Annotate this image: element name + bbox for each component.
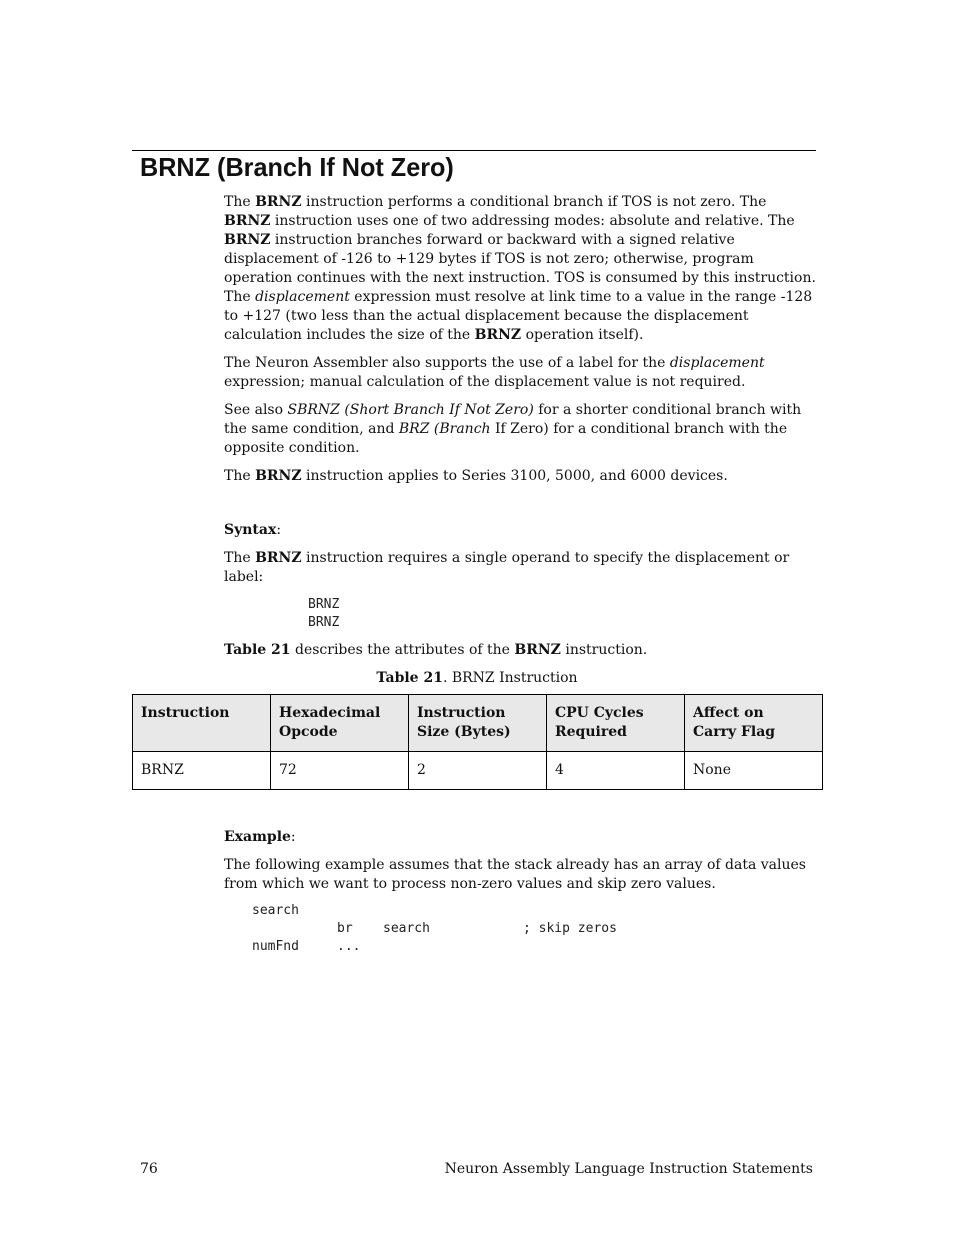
text-run: BRNZ (224, 232, 271, 248)
code-label-search: search (252, 903, 299, 918)
intro-paragraph-3 (224, 401, 816, 458)
example-colon: : (290, 829, 296, 845)
cell-instruction: BRNZ (133, 752, 271, 790)
example-label: Example (224, 829, 291, 845)
syntax-code-line: BRNZ (308, 597, 340, 612)
footer-section-title: Neuron Assembly Language Instruction Statements (444, 1161, 813, 1177)
text-run: The Neuron Assembler also supports the use of a label for the (224, 355, 670, 371)
text-run: BRZ (Branch (398, 421, 491, 437)
cell-carry-flag: None (685, 752, 823, 790)
intro-paragraph-4 (224, 467, 816, 486)
syntax-colon: : (276, 522, 282, 538)
code-op-br: br (337, 921, 353, 936)
text-run: instruction uses one of two addressing modes: absolute and relative. The (270, 213, 795, 229)
attributes-table (132, 694, 823, 790)
cell-size: 2 (409, 752, 547, 790)
text-run: BRNZ (255, 550, 302, 566)
text-run: displacement (255, 289, 350, 305)
text-run: BRNZ (255, 194, 302, 210)
text-run: instruction. (560, 642, 648, 658)
code-ellipsis: ... (337, 939, 361, 954)
text-run: instruction performs a conditional branch if TOS is not zero. The (301, 194, 767, 210)
table-reference-text (224, 641, 816, 660)
text-run: Table 21 (224, 642, 291, 658)
text-run: If Zero) for a conditional branch with the opposite condition. (224, 421, 788, 456)
cell-cycles: 4 (547, 752, 685, 790)
syntax-heading (224, 521, 816, 540)
text-run: BRNZ (474, 327, 522, 343)
intro-section (224, 193, 816, 486)
intro-paragraph-1 (224, 193, 816, 345)
example-section (224, 828, 816, 894)
syntax-label: Syntax (224, 522, 277, 538)
header-size: Instruction Size (Bytes) (409, 695, 547, 752)
text-run: BRNZ (255, 468, 302, 484)
header-carry-flag: Affect on Carry Flag (685, 695, 823, 752)
code-comment: ; skip zeros (523, 921, 617, 936)
text-run: SBRNZ (Short Branch If Not Zero) (287, 402, 534, 418)
syntax-code-block (308, 596, 339, 632)
table-row (133, 752, 823, 790)
header-opcode: Hexadecimal Opcode (271, 695, 409, 752)
text-run: The (224, 468, 256, 484)
page-heading: BRNZ (Branch If Not Zero) (140, 152, 454, 182)
table-caption (132, 669, 822, 688)
text-run: The (224, 194, 256, 210)
text-run: See also (224, 402, 288, 418)
text-run: describes the attributes of the (290, 642, 515, 658)
syntax-description (224, 549, 816, 587)
text-run: expression; manual calculation of the displacement value is not required. (224, 374, 746, 390)
text-run: instruction requires a single operand to specify the displacement or label: (224, 550, 790, 585)
syntax-code-line: BRNZ (308, 615, 340, 630)
text-run: expression must resolve at link time to a value in the range -128 to +127 (two less than the actual displacement because the displacement calculation includes the size of the (224, 289, 813, 343)
example-heading (224, 828, 816, 847)
header-cycles: CPU Cycles Required (547, 695, 685, 752)
intro-paragraph-2 (224, 354, 816, 392)
text-run: instruction applies to Series 3100, 5000, and 6000 devices. (301, 468, 728, 484)
table-header-row (133, 695, 823, 752)
table-reference (224, 641, 816, 660)
text-run: displacement (669, 355, 765, 371)
syntax-section (224, 521, 816, 587)
header-instruction: Instruction (133, 695, 271, 752)
text-run: BRNZ (224, 213, 271, 229)
table-caption-text: . BRNZ Instruction (442, 670, 578, 686)
text-run: instruction branches forward or backward with a signed relative displacement of -126 to +129 bytes if TOS is not zero; otherwise, program operation continues with the next instruction. TOS is consumed by this instruction. The (224, 232, 816, 305)
text-run: for a shorter conditional branch with the same condition, and (224, 402, 802, 437)
text-run: operation itself). (521, 327, 644, 343)
text-run: BRNZ (514, 642, 561, 658)
code-arg-search: search (383, 921, 430, 936)
table-caption-label: Table 21 (376, 670, 443, 686)
text-run: The (224, 550, 256, 566)
code-label-numfnd: numFnd (252, 939, 299, 954)
page-number: 76 (140, 1161, 158, 1177)
cell-opcode: 72 (271, 752, 409, 790)
example-description: The following example assumes that the stack already has an array of data values from which we want to process non-zero values and skip zero values. (224, 857, 806, 892)
